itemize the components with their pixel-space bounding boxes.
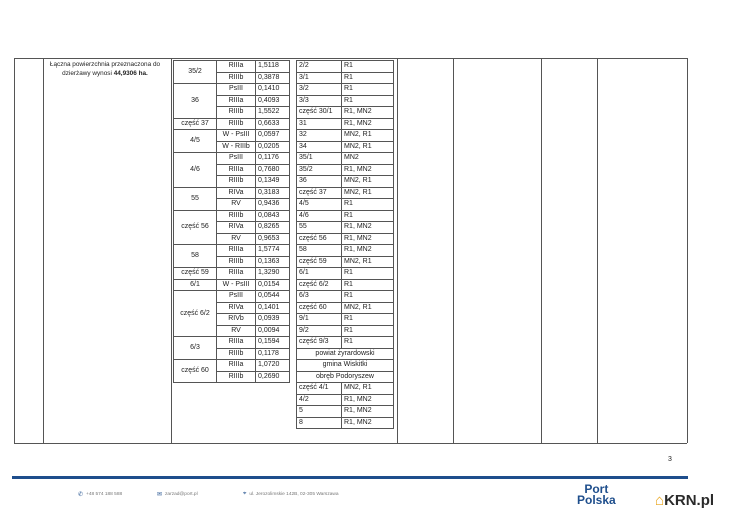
- area-value: 0,0544: [256, 291, 290, 303]
- parcel-class-table: [173, 60, 290, 383]
- soil-class: RIIIa: [217, 268, 256, 280]
- table-row: [297, 95, 394, 107]
- zoning-code: R1: [342, 210, 394, 222]
- soil-class: RIIIa: [217, 337, 256, 349]
- zoning-code: R1, MN2: [342, 107, 394, 119]
- table-row: [174, 118, 290, 130]
- table-row: [297, 337, 394, 349]
- soil-class: RIIIa: [217, 95, 256, 107]
- table-row: [174, 279, 290, 291]
- table-row: [297, 325, 394, 337]
- footer-email: [157, 491, 198, 498]
- parcel-number: część 56: [174, 210, 217, 245]
- parcel-number: 9/2: [297, 325, 342, 337]
- parcel-number: część 9/3: [297, 337, 342, 349]
- area-value: 0,0939: [256, 314, 290, 326]
- table-row: [297, 72, 394, 84]
- zoning-code: R1: [342, 95, 394, 107]
- zoning-code: MN2, R1: [342, 141, 394, 153]
- col-line-6: [541, 58, 542, 443]
- soil-class: RIIIb: [217, 176, 256, 188]
- table-row: [297, 256, 394, 268]
- parcel-number: część 60: [297, 302, 342, 314]
- soil-class: RIIIa: [217, 360, 256, 372]
- table-row: [297, 245, 394, 257]
- parcel-number: 31: [297, 118, 342, 130]
- table-row: [297, 130, 394, 142]
- parcel-number: część 60: [174, 360, 217, 383]
- soil-class: W - PsIII: [217, 279, 256, 291]
- soil-class: PsIII: [217, 84, 256, 96]
- area-value: 0,1176: [256, 153, 290, 165]
- soil-class: RIIIb: [217, 118, 256, 130]
- brand-line-1: Port: [584, 482, 609, 496]
- table-row: [174, 61, 290, 73]
- krn-watermark-text: KRN.pl: [664, 492, 715, 509]
- table-row: [174, 84, 290, 96]
- zoning-code: R1, MN2: [342, 118, 394, 130]
- zoning-code: MN2, R1: [342, 176, 394, 188]
- soil-class: RIIIa: [217, 245, 256, 257]
- col-line-2: [43, 58, 44, 443]
- soil-class: RIVa: [217, 302, 256, 314]
- table-row: [297, 417, 394, 429]
- table-row: [297, 302, 394, 314]
- table-row: [297, 406, 394, 418]
- parcel-number: 58: [297, 245, 342, 257]
- soil-class: RIIIa: [217, 61, 256, 73]
- table-row: [297, 61, 394, 73]
- area-value: 0,1349: [256, 176, 290, 188]
- table-row: [297, 141, 394, 153]
- parcel-number: 8: [297, 417, 342, 429]
- parcel-number: 3/1: [297, 72, 342, 84]
- table-row: [174, 187, 290, 199]
- table-row: [174, 210, 290, 222]
- soil-class: PsIII: [217, 153, 256, 165]
- soil-class: W - RIIIb: [217, 141, 256, 153]
- area-value: 0,8265: [256, 222, 290, 234]
- parcel-number: część 37: [297, 187, 342, 199]
- parcel-number: 4/6: [297, 210, 342, 222]
- table-row: [174, 291, 290, 303]
- zoning-code: R1, MN2: [342, 245, 394, 257]
- parcel-number: 2/2: [297, 61, 342, 73]
- zoning-code: R1: [342, 199, 394, 211]
- col-line-5: [453, 58, 454, 443]
- location-header-row: [297, 360, 394, 372]
- area-value: 1,5774: [256, 245, 290, 257]
- area-value: 0,4093: [256, 95, 290, 107]
- zoning-code: MN2, R1: [342, 130, 394, 142]
- soil-class: RIIIa: [217, 164, 256, 176]
- parcel-number: 6/3: [297, 291, 342, 303]
- zoning-code: R1: [342, 268, 394, 280]
- table-row: [174, 337, 290, 349]
- zoning-code: R1: [342, 72, 394, 84]
- table-row: [297, 84, 394, 96]
- zoning-code: MN2: [342, 153, 394, 165]
- area-value: 0,1401: [256, 302, 290, 314]
- soil-class: RV: [217, 325, 256, 337]
- footer-address-text: ul. Jerozolimskie 142B, 02-305 Warszawa: [249, 492, 339, 497]
- table-row: [297, 187, 394, 199]
- brand-line-2: Polska: [577, 493, 616, 507]
- port-polska-logo: [577, 484, 616, 506]
- table-row: [297, 268, 394, 280]
- email-icon: ✉: [157, 492, 163, 498]
- table-row: [174, 268, 290, 280]
- zoning-code: R1: [342, 291, 394, 303]
- area-value: 0,1178: [256, 348, 290, 360]
- table-row: [297, 199, 394, 211]
- area-value: 0,3183: [256, 187, 290, 199]
- location-header: gmina Wiskitki: [297, 360, 394, 372]
- location-header-row: [297, 348, 394, 360]
- zoning-code: MN2, R1: [342, 187, 394, 199]
- phone-icon: ✆: [78, 492, 84, 498]
- area-description-text: Łączna powierzchnia przeznaczona do dzierżawy wynosi: [49, 61, 161, 77]
- table-row: [174, 153, 290, 165]
- footer-phone: [78, 491, 122, 498]
- zoning-code: R1, MN2: [342, 164, 394, 176]
- parcel-number: 35/2: [174, 61, 217, 84]
- area-value: 0,0843: [256, 210, 290, 222]
- area-value: 0,6633: [256, 118, 290, 130]
- soil-class: RIIIb: [217, 72, 256, 84]
- soil-class: RIIIb: [217, 107, 256, 119]
- area-value: 0,1410: [256, 84, 290, 96]
- table-bottom-border: [14, 443, 687, 444]
- table-row: [297, 314, 394, 326]
- col-line-1: [14, 58, 15, 443]
- parcel-zoning-table: [296, 60, 394, 429]
- parcel-number: 6/3: [174, 337, 217, 360]
- table-row: [297, 383, 394, 395]
- parcel-number: 4/5: [174, 130, 217, 153]
- parcel-number: 6/1: [297, 268, 342, 280]
- zoning-code: R1, MN2: [342, 222, 394, 234]
- soil-class: RIIIb: [217, 256, 256, 268]
- col-line-3: [171, 58, 172, 443]
- area-value: 0,9653: [256, 233, 290, 245]
- parcel-number: 4/5: [297, 199, 342, 211]
- parcel-number: część 30/1: [297, 107, 342, 119]
- krn-watermark: [655, 492, 714, 509]
- table-row: [297, 107, 394, 119]
- area-value: 0,0094: [256, 325, 290, 337]
- soil-class: RIIIb: [217, 348, 256, 360]
- parcel-number: część 59: [297, 256, 342, 268]
- zoning-code: R1: [342, 314, 394, 326]
- parcel-number: część 56: [297, 233, 342, 245]
- zoning-code: R1, MN2: [342, 406, 394, 418]
- area-value: 0,0154: [256, 279, 290, 291]
- parcel-number: 36: [174, 84, 217, 119]
- parcel-number: 36: [297, 176, 342, 188]
- area-value: 0,3878: [256, 72, 290, 84]
- table-top-border: [14, 58, 687, 59]
- table-row: [297, 222, 394, 234]
- zoning-code: R1, MN2: [342, 394, 394, 406]
- parcel-number: 35/1: [297, 153, 342, 165]
- area-value: 0,2690: [256, 371, 290, 383]
- location-header: obręb Podoryszew: [297, 371, 394, 383]
- area-value: 1,5118: [256, 61, 290, 73]
- table-row: [174, 360, 290, 372]
- footer-address: [243, 491, 339, 498]
- parcel-number: 32: [297, 130, 342, 142]
- area-value: 0,1363: [256, 256, 290, 268]
- table-row: [174, 245, 290, 257]
- parcel-number: 3/3: [297, 95, 342, 107]
- parcel-number: 35/2: [297, 164, 342, 176]
- parcel-number: 9/1: [297, 314, 342, 326]
- area-value: 0,0597: [256, 130, 290, 142]
- parcel-number: 58: [174, 245, 217, 268]
- zoning-code: R1: [342, 84, 394, 96]
- soil-class: RV: [217, 233, 256, 245]
- col-line-7: [597, 58, 598, 443]
- parcel-number: część 6/2: [174, 291, 217, 337]
- parcel-number: 6/1: [174, 279, 217, 291]
- parcel-number: 4/2: [297, 394, 342, 406]
- parcel-number: część 6/2: [297, 279, 342, 291]
- zoning-code: MN2, R1: [342, 302, 394, 314]
- parcel-number: część 4/1: [297, 383, 342, 395]
- house-icon: ⌂: [655, 492, 665, 509]
- zoning-code: MN2, R1: [342, 256, 394, 268]
- soil-class: RIVa: [217, 187, 256, 199]
- soil-class: RIIIb: [217, 371, 256, 383]
- location-header: powiat żyrardowski: [297, 348, 394, 360]
- zoning-code: R1: [342, 337, 394, 349]
- soil-class: RV: [217, 199, 256, 211]
- area-value: 0,7680: [256, 164, 290, 176]
- soil-class: RIIIb: [217, 210, 256, 222]
- zoning-code: R1, MN2: [342, 233, 394, 245]
- parcel-number: 4/6: [174, 153, 217, 188]
- parcel-number: część 59: [174, 268, 217, 280]
- location-header-row: [297, 371, 394, 383]
- zoning-code: R1: [342, 325, 394, 337]
- area-total: 44,9306 ha.: [113, 70, 148, 77]
- area-value: 1,0720: [256, 360, 290, 372]
- table-row: [297, 164, 394, 176]
- soil-class: PsIII: [217, 291, 256, 303]
- parcel-number: 34: [297, 141, 342, 153]
- zoning-code: MN2, R1: [342, 383, 394, 395]
- zoning-code: R1: [342, 61, 394, 73]
- area-value: 1,5522: [256, 107, 290, 119]
- parcel-number: 3/2: [297, 84, 342, 96]
- table-row: [174, 130, 290, 142]
- footer-divider: [12, 476, 688, 479]
- col-line-4: [397, 58, 398, 443]
- footer-email-text: zarzad@port.pl: [165, 492, 198, 497]
- table-row: [297, 394, 394, 406]
- parcel-number: 55: [297, 222, 342, 234]
- footer-phone-text: +48 574 188 588: [86, 492, 123, 497]
- table-row: [297, 210, 394, 222]
- parcel-number: 5: [297, 406, 342, 418]
- location-icon: ⌖: [243, 491, 247, 497]
- area-value: 0,9436: [256, 199, 290, 211]
- parcel-number: 55: [174, 187, 217, 210]
- table-row: [297, 176, 394, 188]
- area-value: 1,3290: [256, 268, 290, 280]
- area-value: 0,0205: [256, 141, 290, 153]
- table-row: [297, 291, 394, 303]
- table-row: [297, 233, 394, 245]
- table-row: [297, 118, 394, 130]
- area-description: [45, 60, 165, 78]
- soil-class: RIVb: [217, 314, 256, 326]
- soil-class: W - PsIII: [217, 130, 256, 142]
- page-number: 3: [668, 456, 672, 463]
- col-line-8: [687, 58, 688, 443]
- parcel-number: część 37: [174, 118, 217, 130]
- soil-class: RIVa: [217, 222, 256, 234]
- zoning-code: R1: [342, 279, 394, 291]
- table-row: [297, 279, 394, 291]
- table-row: [297, 153, 394, 165]
- area-value: 0,1594: [256, 337, 290, 349]
- zoning-code: R1, MN2: [342, 417, 394, 429]
